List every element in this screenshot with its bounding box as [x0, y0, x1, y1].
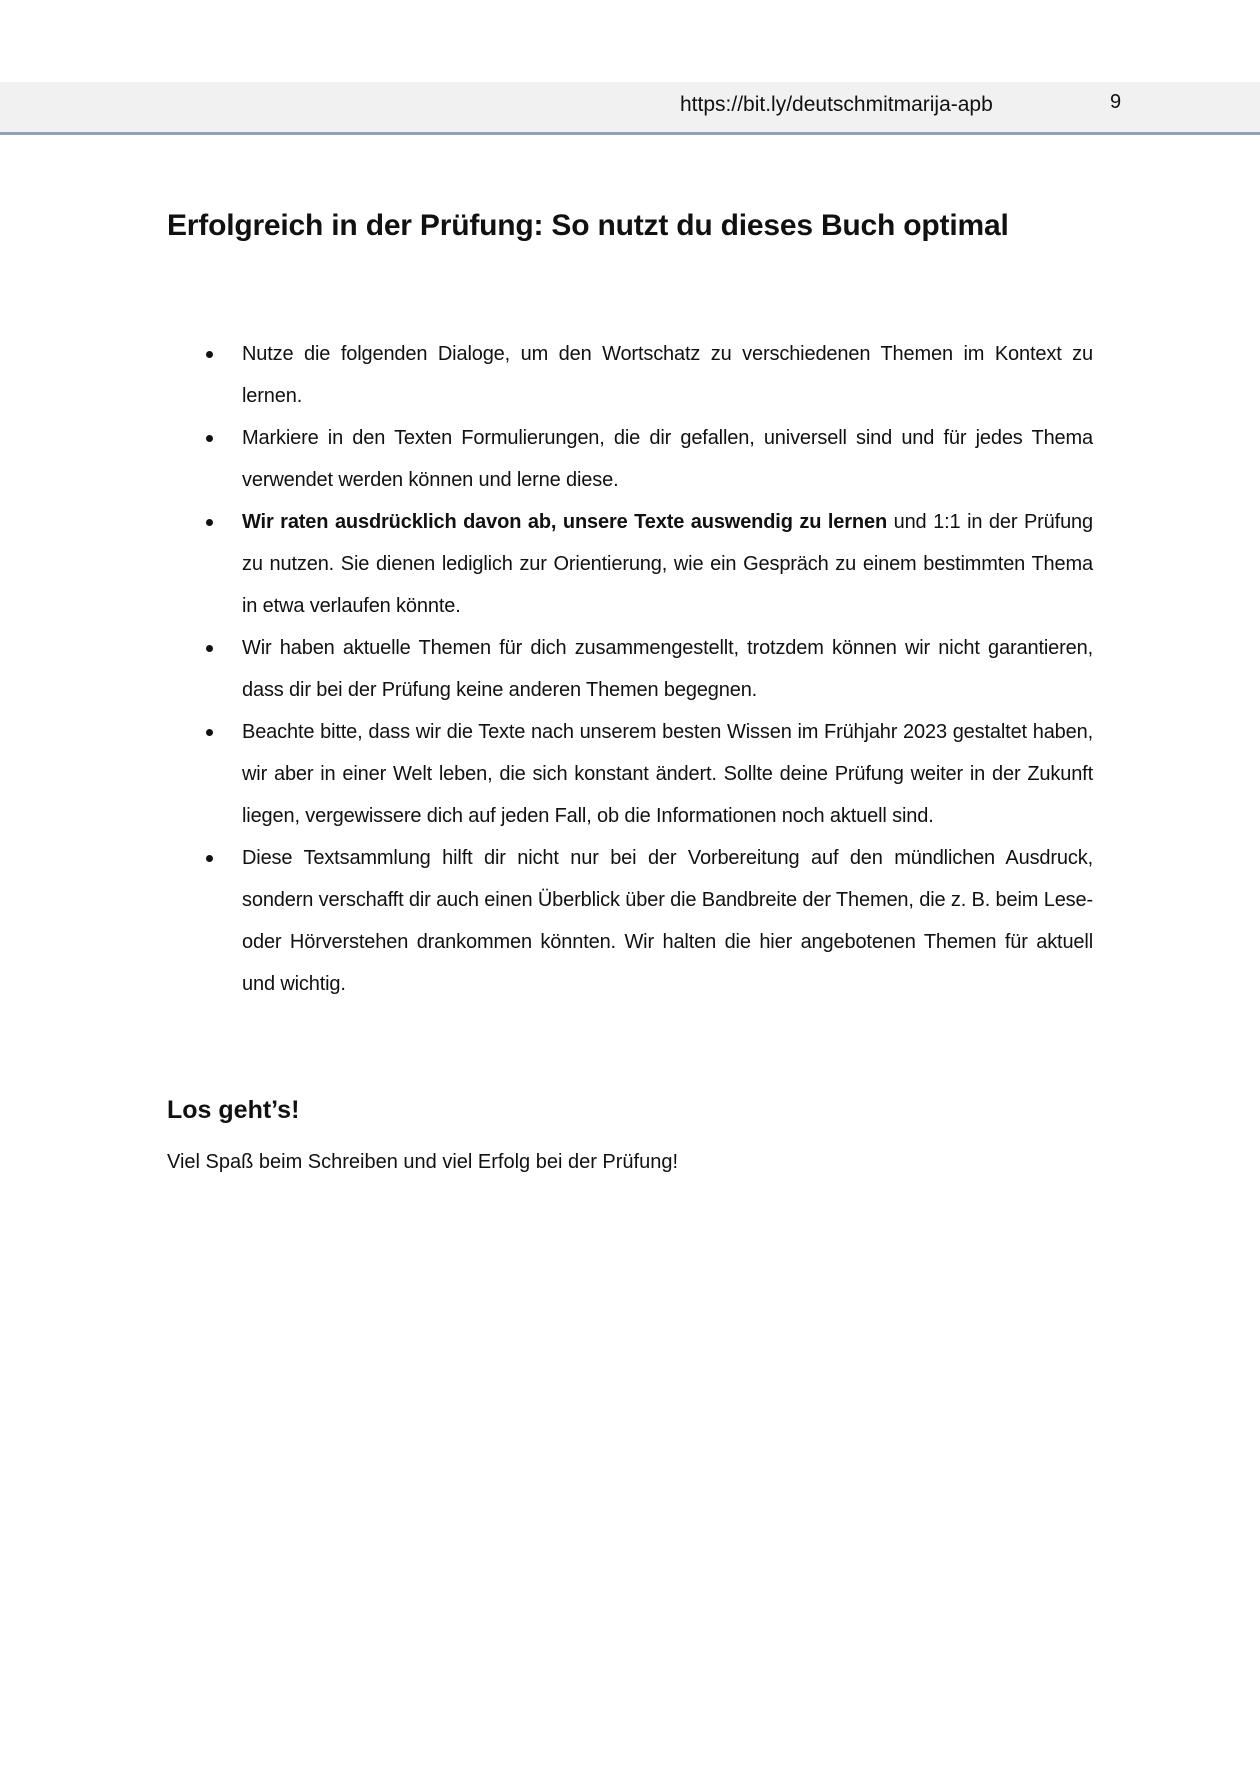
list-item: [167, 333, 1093, 417]
header-url-link[interactable]: https://bit.ly/deutschmitmarija-apb: [680, 93, 993, 116]
list-item: [167, 711, 1093, 837]
bullet-bold-text: Wir raten ausdrücklich davon ab, unsere Texte auswendig zu lernen: [242, 511, 888, 533]
bullet-text: Beachte bitte, dass wir die Texte nach unserem besten Wissen im Frühjahr 2023 gestaltet haben, wir aber in einer Welt leben, die sich konstant ändert. Sollte deine Prüfung weiter in der Zukunft liegen, vergewissere dich auf jeden Fall, ob die Informationen noch aktuell sind.: [242, 721, 1093, 827]
bullet-text: und 1:1 in der Prüfung zu nutzen. Sie dienen lediglich zur Orientierung, wie ein Gespräch zu einem bestimmten Thema in etwa verlaufen könnte.: [242, 511, 1093, 617]
page-number: 9: [1110, 91, 1122, 113]
page-header: [0, 82, 1260, 135]
main-heading: Erfolgreich in der Prüfung: So nutzt du dieses Buch optimal: [167, 209, 1009, 242]
list-item: [167, 627, 1093, 711]
bullet-text: Wir haben aktuelle Themen für dich zusammengestellt, trotzdem können wir nicht garantieren, dass dir bei der Prüfung keine anderen Themen begegnen.: [242, 637, 1093, 701]
bullet-icon: [206, 729, 213, 736]
bullet-icon: [206, 519, 213, 526]
bullet-icon: [206, 435, 213, 442]
closing-text: Viel Spaß beim Schreiben und viel Erfolg bei der Prüfung!: [167, 1151, 679, 1173]
sub-heading: Los geht’s!: [167, 1096, 300, 1124]
bullet-text: Diese Textsammlung hilft dir nicht nur bei der Vorbereitung auf den mündlichen Ausdruck, sondern verschafft dir auch einen Überblick über die Bandbreite der Themen, die z. B. beim Lese- oder Hörverstehen drankommen könnten. Wir halten die hier angebotenen Themen für aktuell und wichtig.: [242, 847, 1093, 995]
list-item: [167, 837, 1093, 1005]
list-item: [167, 501, 1093, 627]
bullet-icon: [206, 645, 213, 652]
list-item: [167, 417, 1093, 501]
bullet-list: [167, 333, 1093, 1005]
bullet-text: Markiere in den Texten Formulierungen, die dir gefallen, universell sind und für jedes Thema verwendet werden können und lerne diese.: [242, 427, 1093, 491]
bullet-text: Nutze die folgenden Dialoge, um den Wortschatz zu verschiedenen Themen im Kontext zu lernen.: [242, 343, 1093, 407]
bullet-icon: [206, 855, 213, 862]
bullet-icon: [206, 351, 213, 358]
